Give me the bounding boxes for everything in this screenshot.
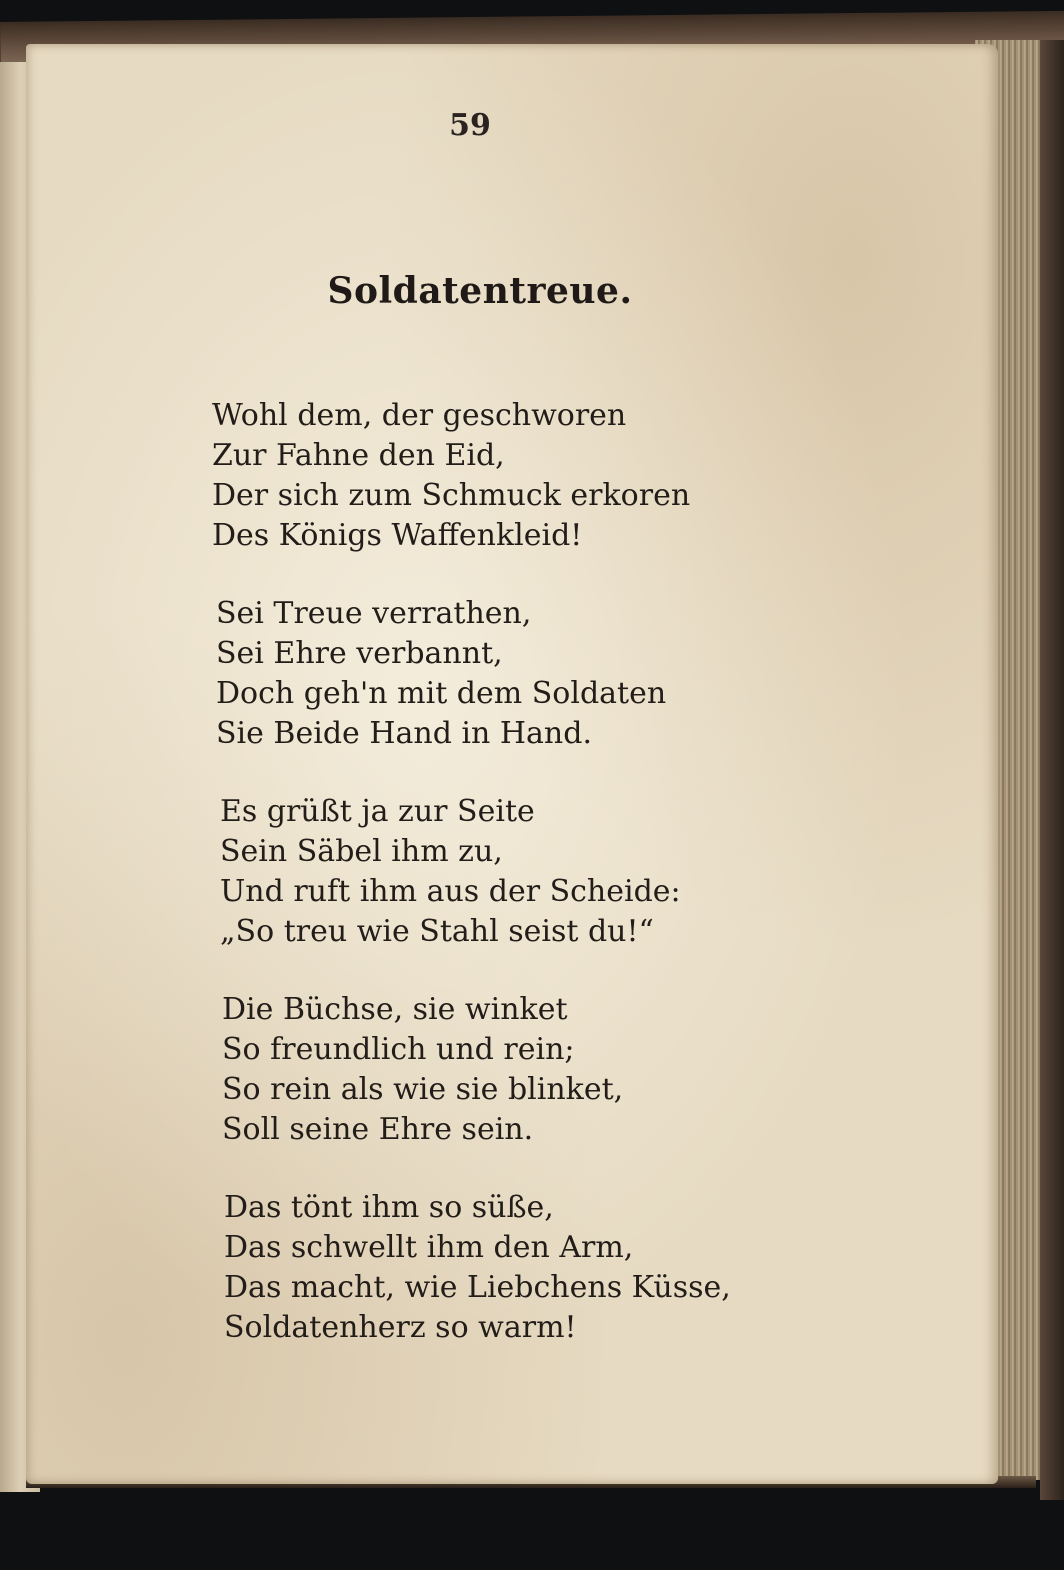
poem-line: Sie Beide Hand in Hand. — [216, 716, 592, 751]
stanza-4 — [222, 990, 772, 1150]
poem-line: Des Königs Waffenkleid! — [212, 518, 583, 553]
poem-line: Und ruft ihm aus der Scheide: — [220, 874, 681, 909]
poem-line: Es grüßt ja zur Seite — [220, 794, 535, 829]
poem-line: Wohl dem, der geschworen — [212, 398, 627, 433]
poem-line: Soldatenherz so warm! — [224, 1310, 577, 1345]
page-number: 59 — [449, 108, 491, 143]
poem-line: Soll seine Ehre sein. — [222, 1112, 534, 1147]
poem-line: Das schwellt ihm den Arm, — [224, 1230, 634, 1265]
poem-line: Sein Säbel ihm zu, — [220, 834, 503, 869]
poem-line: So freundlich und rein; — [222, 1032, 575, 1067]
stanza-5 — [224, 1188, 772, 1348]
poem-line: Die Büchse, sie winket — [222, 992, 568, 1027]
poem-line: Zur Fahne den Eid, — [212, 438, 505, 473]
book-cover-right — [1040, 40, 1064, 1500]
poem-line: Doch geh'n mit dem Soldaten — [216, 676, 667, 711]
stanza-2 — [216, 594, 772, 754]
poem-line: Sei Ehre verbannt, — [216, 636, 503, 671]
stanza-3 — [220, 792, 772, 952]
poem-line: „So treu wie Stahl seist du!“ — [220, 914, 654, 949]
poem-line: Das macht, wie Liebchens Küsse, — [224, 1270, 731, 1305]
poem-line: Sei Treue verrathen, — [216, 596, 532, 631]
poem-line: Der sich zum Schmuck erkoren — [212, 478, 691, 513]
poem-line: So rein als wie sie blinket, — [222, 1072, 624, 1107]
poem-title: Soldatentreue. — [327, 270, 633, 312]
poem-body — [212, 396, 772, 1386]
stanza-1 — [212, 396, 772, 556]
poem-line: Das tönt ihm so süße, — [224, 1190, 554, 1225]
